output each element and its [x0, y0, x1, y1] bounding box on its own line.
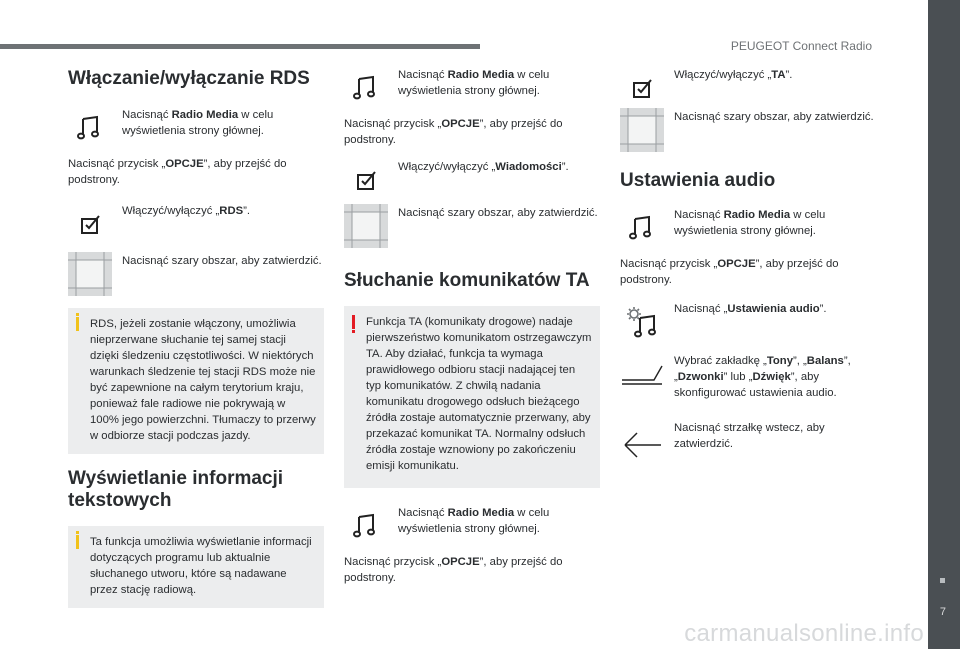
music-note-icon — [620, 206, 664, 250]
text-step-confirm-text: Nacisnąć szary obszar, aby zatwierdzić. — [398, 207, 598, 219]
rds-step-toggle — [68, 202, 324, 238]
audio-step-radio-media-text: Nacisnąć Radio Media w celu wyświetlenia strony głównej. — [674, 209, 826, 237]
audio-step-tabs — [620, 352, 876, 401]
music-note-icon — [344, 504, 388, 548]
text-step-confirm — [344, 204, 600, 240]
rds-options-text: Nacisnąć przycisk „OPCJE”, aby przejść do podstrony. — [68, 158, 287, 186]
header-brand: PEUGEOT Connect Radio — [730, 39, 872, 53]
ta-step-toggle — [620, 66, 876, 102]
rds-info-note: RDS, jeżeli zostanie włączony, umożliwia nieprzerwane słuchanie tej samej stacji dzięki śledzeniu częstotliwości. W niektórych warunkach śledzenie tej stacji RDS może nie być zapewnione na całym terytorium kraju, ponieważ fale radiowe nie pokrywają w 100% jego powierzchni. Tłumaczy to przerwy w odbiorze stacji podczas jazdy. — [68, 308, 324, 454]
text-info-heading: Wyświetlanie informacji tekstowych — [68, 468, 284, 511]
ta-step-radio-media — [344, 504, 600, 540]
warning-icon — [352, 315, 355, 329]
rds-step-toggle-text: Włączyć/wyłączyć „RDS”. — [122, 205, 251, 217]
info-icon — [76, 535, 79, 549]
audio-step-back-text: Nacisnąć strzałkę wstecz, aby zatwierdzić. — [674, 422, 825, 450]
audio-options-text: Nacisnąć przycisk „OPCJE”, aby przejść do podstrony. — [620, 258, 839, 286]
checkbox-icon — [68, 202, 112, 246]
header-rule — [0, 44, 480, 49]
grey-area-icon — [68, 252, 112, 296]
text-step-radio-media — [344, 66, 600, 102]
ta-step-radio-media-text: Nacisnąć Radio Media w celu wyświetlenia strony głównej. — [398, 507, 550, 535]
page-number: 7 — [939, 606, 946, 618]
ta-step-confirm — [620, 108, 876, 144]
music-note-icon — [344, 66, 388, 110]
ta-step-confirm-text: Nacisnąć szary obszar, aby zatwierdzić. — [674, 111, 874, 123]
column-3 — [620, 66, 876, 455]
rds-step-radio-media — [68, 106, 324, 142]
back-arrow-icon — [620, 419, 664, 463]
ta-warning-note: Funkcja TA (komunikaty drogowe) nadaje pierwszeństwo komunikatom ostrzegawczym TA. Aby działać, funkcja ta wymaga prawidłowego odbioru stacji nadającej ten typ komunikatów. Z chwilą nadania komunikatu drogowego odsłuch bieżącego źródła zostaje automatycznie przerwany, aby przekazać komunikat TA. Normalny odsłuch źródła zostaje wznowiony po zakończeniu emisji komunikatu. — [344, 306, 600, 488]
music-note-icon — [68, 106, 112, 150]
page-marker — [940, 578, 945, 583]
text-options-text: Nacisnąć przycisk „OPCJE”, aby przejść do podstrony. — [344, 118, 563, 146]
audio-step-settings — [620, 300, 876, 336]
side-bar — [928, 0, 960, 649]
text-step-toggle — [344, 158, 600, 194]
info-icon — [76, 317, 79, 331]
rds-heading: Włączanie/wyłączanie RDS — [68, 68, 310, 89]
column-2 — [344, 66, 600, 586]
ta-heading: Słuchanie komunikatów TA — [344, 270, 590, 291]
audio-heading: Ustawienia audio — [620, 170, 776, 191]
grey-area-icon — [344, 204, 388, 248]
rds-step-confirm-text: Nacisnąć szary obszar, aby zatwierdzić. — [122, 255, 322, 267]
audio-step-back — [620, 419, 876, 455]
ta-options-text: Nacisnąć przycisk „OPCJE”, aby przejść do podstrony. — [344, 556, 563, 584]
audio-step-tabs-text: Wybrać zakładkę „Tony”, „Balans”, „Dzwonki” lub „Dźwięk”, aby skonfigurować ustawienia audio. — [674, 355, 851, 399]
text-step-radio-media-text: Nacisnąć Radio Media w celu wyświetlenia strony głównej. — [398, 69, 550, 97]
checkbox-icon — [620, 66, 664, 110]
tab-icon — [620, 352, 664, 396]
audio-settings-icon — [620, 300, 664, 344]
text-info-note: Ta funkcja umożliwia wyświetlanie informacji dotyczących programu lub aktualnie słuchanego utworu, które są nadawane przez stację radiową. — [68, 526, 324, 608]
watermark: carmanualsonline.info — [684, 620, 924, 647]
grey-area-icon — [620, 108, 664, 152]
rds-step-confirm — [68, 252, 324, 288]
text-step-toggle-text: Włączyć/wyłączyć „Wiadomości”. — [398, 161, 569, 173]
ta-step-toggle-text: Włączyć/wyłączyć „TA”. — [674, 69, 793, 81]
column-1 — [68, 60, 324, 608]
rds-step-radio-media-text: Nacisnąć Radio Media w celu wyświetlenia strony głównej. — [122, 109, 274, 137]
checkbox-icon — [344, 158, 388, 202]
audio-step-settings-text: Nacisnąć „Ustawienia audio”. — [674, 303, 827, 315]
audio-step-radio-media — [620, 206, 876, 242]
